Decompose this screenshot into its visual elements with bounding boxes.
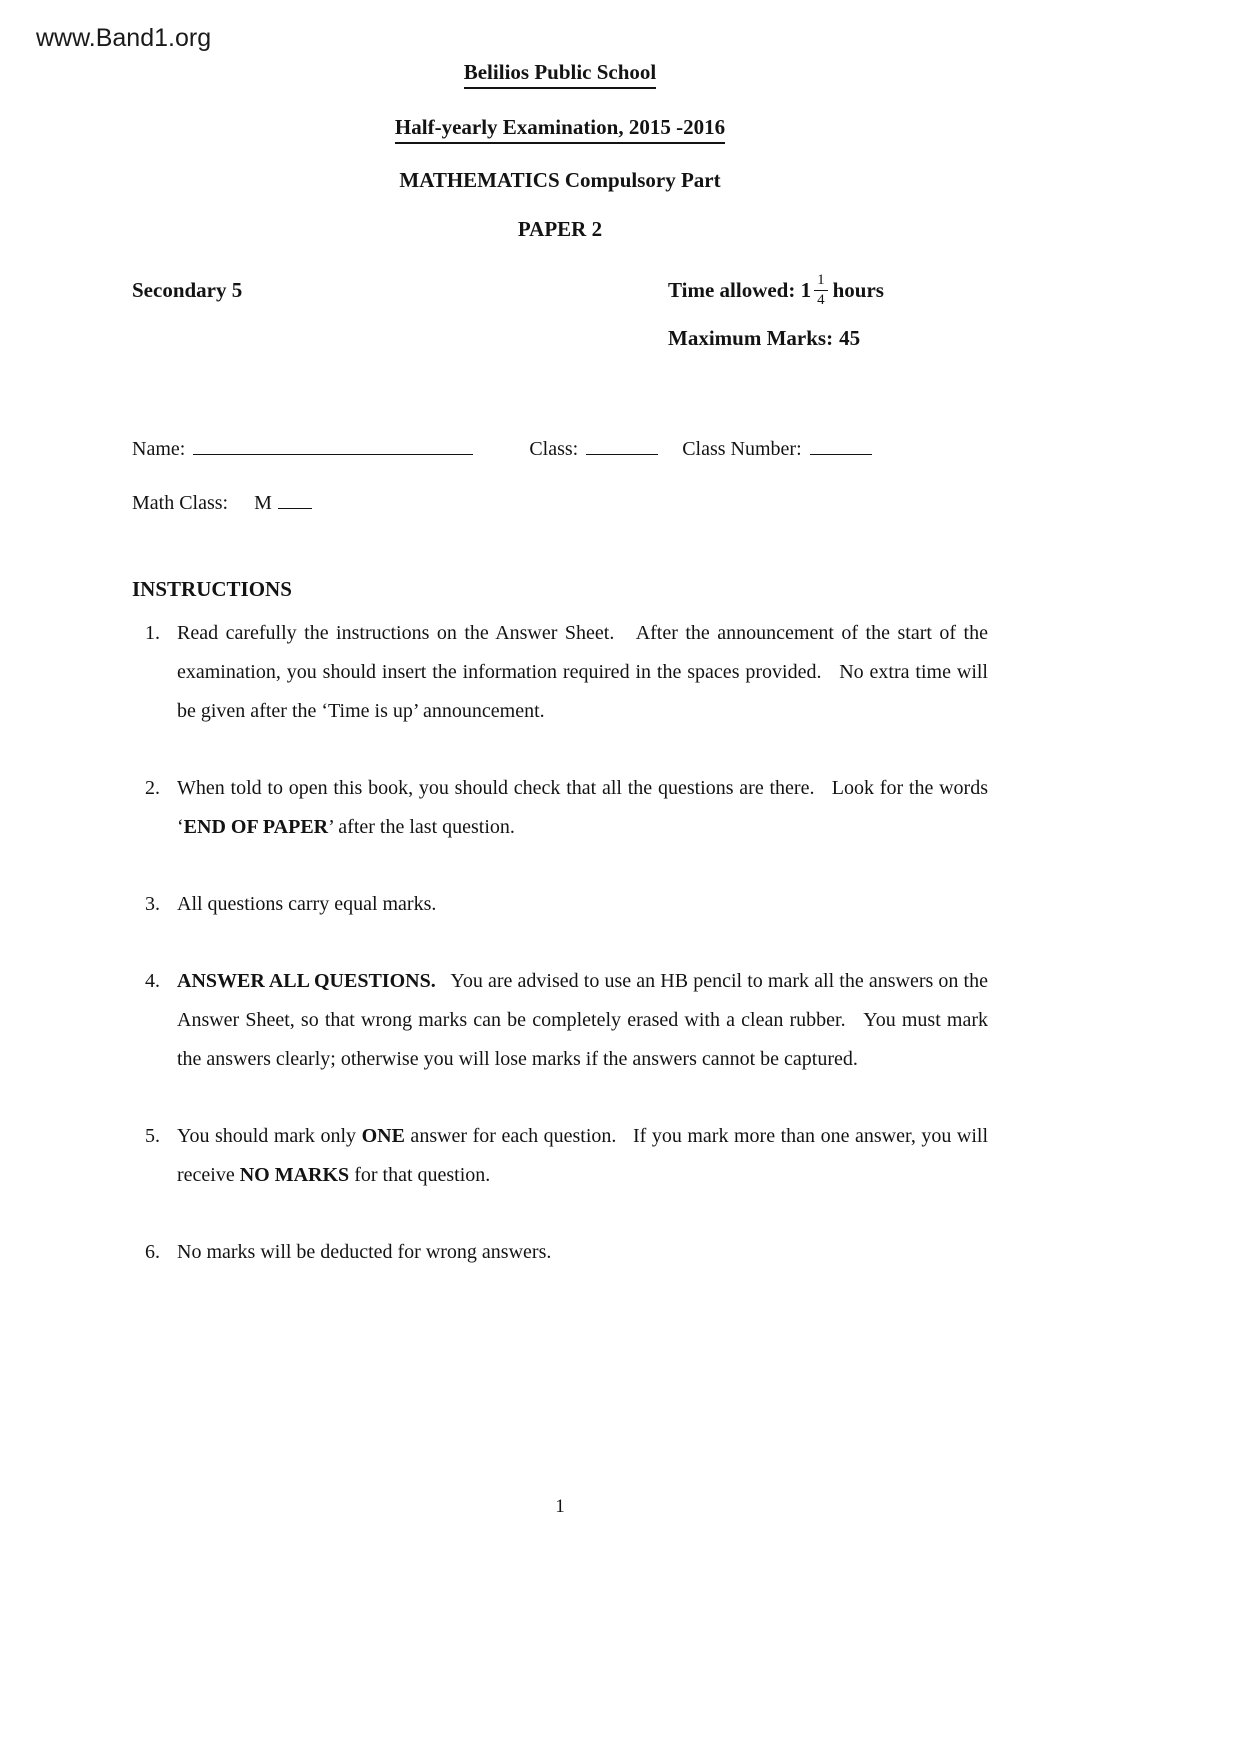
- instruction-text-part: All questions carry equal marks.: [177, 893, 437, 915]
- watermark: www.Band1.org: [36, 24, 212, 52]
- meta-row: [132, 272, 988, 384]
- instruction-number: 6.: [145, 1241, 160, 1263]
- maximum-marks: [668, 326, 884, 351]
- instruction-text-part: You are advised to use an HB pencil to mark all the answers on the Answer Sheet, so that wrong marks can be completely erased with a clean rubber. You must mark the answers clearly; otherwise you will lose marks if the answers cannot be captured.: [177, 970, 993, 1070]
- instruction-text-part: No marks will be deducted for wrong answers.: [177, 1241, 552, 1263]
- class-level: Secondary 5: [132, 278, 243, 302]
- class-blank-line: [586, 434, 658, 455]
- instruction-text: [177, 1117, 993, 1195]
- math-class-row: [132, 488, 988, 515]
- page-content: [132, 0, 993, 1310]
- instruction-item: [132, 1233, 988, 1272]
- name-blank-line: [193, 434, 473, 455]
- math-class-blank-line: [278, 488, 312, 509]
- fraction-denominator: 4: [817, 292, 825, 309]
- instruction-text: [177, 962, 993, 1079]
- instruction-number: 2.: [145, 777, 160, 799]
- paper-title: PAPER 2: [517, 217, 603, 241]
- time-fraction: [814, 272, 828, 310]
- name-label: Name:: [132, 438, 186, 460]
- maximum-marks-value: 45: [839, 325, 861, 350]
- instruction-number: 5.: [145, 1125, 160, 1147]
- instruction-text: [177, 769, 993, 847]
- instruction-text-part: answer for each question. If you mark more than one answer, you will receive: [177, 1125, 993, 1186]
- time-allowed: [668, 272, 884, 310]
- meta-right-block: [668, 272, 884, 351]
- math-class-value: M: [254, 492, 272, 514]
- subject-title: MATHEMATICS Compulsory Part: [399, 168, 721, 192]
- time-allowed-prefix: Time allowed: 1: [668, 278, 812, 303]
- instruction-item: [132, 614, 993, 731]
- fraction-numerator: 1: [814, 272, 828, 291]
- instruction-text-part-bold: ONE: [361, 1125, 405, 1147]
- instruction-text-part-bold: ANSWER ALL QUESTIONS.: [177, 970, 436, 992]
- math-class-label: Math Class:: [132, 492, 229, 514]
- instruction-item: [132, 885, 988, 924]
- class-label: Class:: [529, 438, 579, 460]
- instruction-text-part: Read carefully the instructions on the Answer Sheet. After the announcement of the start of the examination, you should insert the information required in the spaces provided. No extra time will be given after the ‘Time is up’ announcement.: [177, 622, 993, 722]
- class-number-label: Class Number:: [682, 438, 802, 460]
- name-class-row: [132, 434, 988, 461]
- instruction-number: 4.: [145, 970, 160, 992]
- instructions-list: [132, 614, 993, 1272]
- exam-title: Half-yearly Examination, 2015 -2016: [395, 115, 725, 144]
- instruction-text: [177, 885, 988, 924]
- school-name: Belilios Public School: [464, 60, 657, 89]
- time-allowed-suffix: hours: [832, 278, 884, 303]
- instruction-number: 1.: [145, 622, 160, 644]
- instruction-text-part-bold: NO MARKS: [239, 1164, 350, 1186]
- school-name-heading: [132, 60, 988, 89]
- instruction-item: [132, 769, 993, 847]
- page-number: 1: [555, 1496, 565, 1517]
- instruction-item: [132, 1117, 993, 1195]
- maximum-marks-label: Maximum Marks:: [668, 325, 834, 350]
- instruction-text-part-bold: END OF PAPER: [183, 816, 329, 838]
- instruction-text: [177, 614, 993, 731]
- instruction-number: 3.: [145, 893, 160, 915]
- exam-title-heading: [132, 115, 988, 144]
- instruction-text: [177, 1233, 988, 1272]
- instruction-text-part: ’ after the last question.: [328, 816, 515, 838]
- instructions-title: INSTRUCTIONS: [132, 577, 292, 601]
- instruction-text-part: You should mark only: [177, 1125, 362, 1147]
- class-number-blank-line: [810, 434, 872, 455]
- instruction-text-part: When told to open this book, you should check that all the questions are there. Look for the words ‘: [177, 777, 993, 838]
- instruction-text-part: for that question.: [349, 1164, 491, 1186]
- instruction-item: [132, 962, 993, 1079]
